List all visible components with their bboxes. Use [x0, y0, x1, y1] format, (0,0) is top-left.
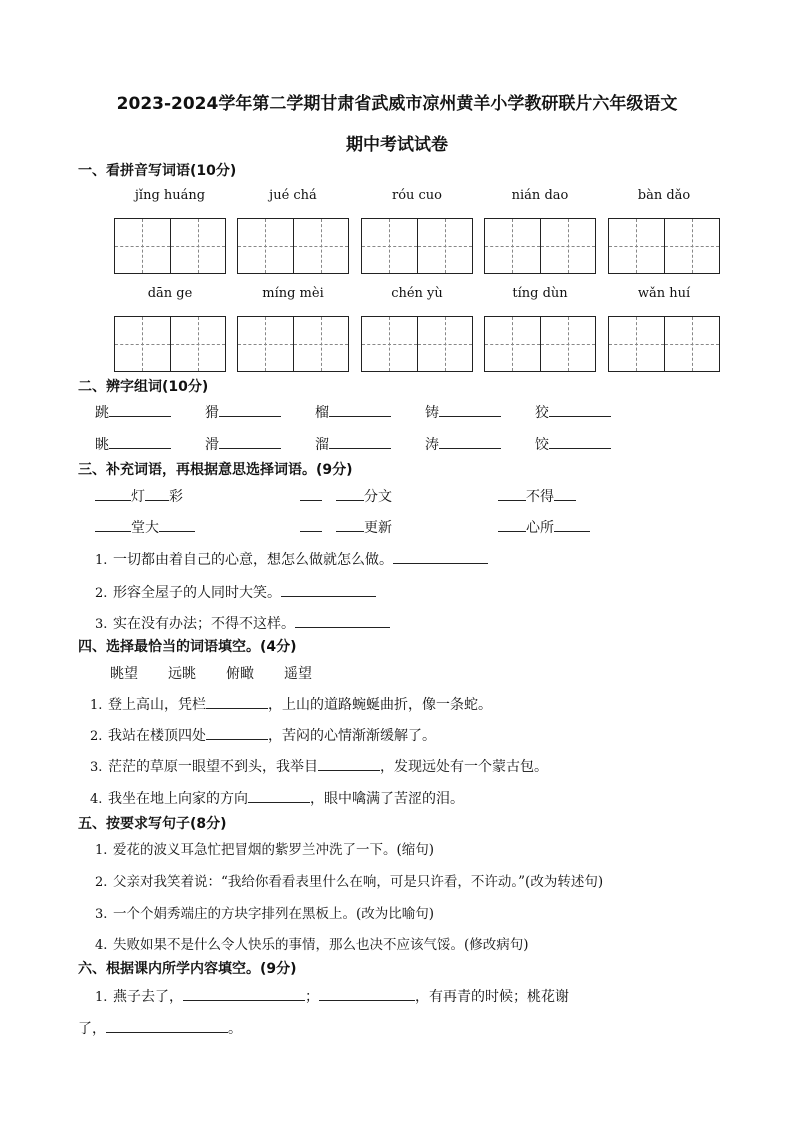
question-item: [90, 756, 548, 776]
answer-blank[interactable]: [281, 582, 376, 597]
question-text: 实在没有办法；不得不这样。: [113, 616, 295, 632]
answer-blank[interactable]: [336, 486, 364, 501]
pinyin-cell: [237, 284, 349, 372]
word-compose-item: [315, 402, 391, 422]
question-number: 2.: [95, 875, 108, 890]
question-text: 父亲对我笑着说：“我给你看看表里什么在响，可是只许看，不许动。”(改为转述句): [113, 874, 604, 890]
section-1-heading: 一、看拼音写词语(10分): [78, 163, 237, 179]
page-title-line2: 期中考试试卷: [346, 135, 448, 155]
pinyin-cell: [608, 284, 720, 372]
answer-blank[interactable]: [549, 402, 611, 417]
char: 溜: [315, 437, 329, 453]
answer-blank[interactable]: [393, 549, 488, 564]
answer-blank[interactable]: [295, 613, 390, 628]
answer-blank[interactable]: [439, 402, 501, 417]
question-text: 登上高山，凭栏: [108, 697, 206, 713]
question-text: ，苦闷的心情渐渐缓解了。: [268, 728, 436, 744]
char: 眺: [95, 437, 109, 453]
answer-blank[interactable]: [219, 402, 281, 417]
choice-word: 俯瞰: [226, 666, 254, 682]
answer-blank[interactable]: [554, 517, 590, 532]
answer-blank[interactable]: [329, 402, 391, 417]
answer-blank[interactable]: [318, 756, 380, 771]
question-number: 3.: [95, 907, 108, 922]
answer-blank[interactable]: [439, 434, 501, 449]
pinyin-cell: [237, 186, 349, 274]
idiom-item: [498, 517, 590, 537]
answer-blank[interactable]: [95, 517, 131, 532]
section-2-heading: 二、辨字组词(10分): [78, 379, 209, 395]
pinyin-cell: [114, 186, 226, 274]
char: 榴: [315, 405, 329, 421]
question-text: 我坐在地上向家的方向: [108, 791, 248, 807]
char: 跳: [95, 405, 109, 421]
question-item-continued: [78, 1018, 242, 1038]
section-6-heading: 六、根据课内所学内容填空。(9分): [78, 961, 297, 977]
answer-blank[interactable]: [106, 1018, 228, 1033]
char: 铸: [425, 405, 439, 421]
writing-box[interactable]: [361, 218, 473, 274]
question-text: 茫茫的草原一眼望不到头，我举目: [108, 759, 318, 775]
word-compose-item: [315, 434, 391, 454]
idiom-char: 分文: [364, 489, 392, 505]
writing-box[interactable]: [114, 316, 226, 372]
question-number: 1.: [90, 698, 103, 713]
question-text: ，眼中噙满了苦涩的泪。: [310, 791, 464, 807]
word-compose-item: [95, 434, 171, 454]
question-number: 1.: [95, 843, 108, 858]
writing-box[interactable]: [484, 218, 596, 274]
pinyin-text: róu cuo: [391, 188, 443, 203]
pinyin-text: chén yù: [391, 286, 443, 301]
answer-blank[interactable]: [300, 486, 322, 501]
pinyin-row-1: [0, 186, 794, 276]
pinyin-text: wǎn huí: [637, 286, 691, 301]
pinyin-cell: [484, 284, 596, 372]
answer-blank[interactable]: [109, 434, 171, 449]
word-compose-item: [535, 402, 611, 422]
idiom-char: 更新: [364, 520, 392, 536]
pinyin-text: jǐng huáng: [134, 188, 206, 203]
pinyin-text: dān ge: [147, 286, 193, 301]
answer-blank[interactable]: [549, 434, 611, 449]
question-number: 1.: [95, 990, 108, 1005]
pinyin-cell: [484, 186, 596, 274]
choice-word: 眺望: [110, 666, 138, 682]
word-compose-item: [205, 434, 281, 454]
question-item: [90, 694, 492, 714]
answer-blank[interactable]: [336, 517, 364, 532]
writing-box[interactable]: [484, 316, 596, 372]
word-compose-item: [205, 402, 281, 422]
answer-blank[interactable]: [498, 486, 526, 501]
answer-blank[interactable]: [145, 486, 169, 501]
question-text: 形容全屋子的人同时大笑。: [113, 585, 281, 601]
question-text: 燕子去了，: [113, 989, 183, 1005]
idiom-char: 堂大: [131, 520, 159, 536]
question-item: [90, 725, 436, 745]
char: 猾: [205, 405, 219, 421]
section-3-heading: 三、补充词语，再根据意思选择词语。(9分): [78, 462, 353, 478]
question-number: 1.: [95, 553, 108, 568]
question-number: 3.: [90, 760, 103, 775]
writing-box[interactable]: [114, 218, 226, 274]
pinyin-text: jué chá: [269, 188, 317, 203]
word-compose-item: [425, 434, 501, 454]
answer-blank[interactable]: [300, 517, 322, 532]
idiom-item: [300, 486, 392, 506]
question-item: [90, 788, 464, 808]
question-text: 一个个娟秀端庄的方块字排列在黑板上。(改为比喻句): [113, 906, 435, 922]
idiom-item: [498, 486, 576, 506]
choice-word: 遥望: [284, 666, 312, 682]
answer-blank[interactable]: [319, 986, 415, 1001]
question-item: [95, 870, 603, 890]
question-item: [95, 838, 434, 858]
question-item: [95, 582, 376, 602]
idiom-char: 不得: [526, 489, 554, 505]
idiom-char: 灯: [131, 489, 145, 505]
question-text: 。: [228, 1021, 242, 1037]
question-text: ，上山的道路蜿蜒曲折，像一条蛇。: [268, 697, 492, 713]
question-number: 2.: [95, 586, 108, 601]
answer-blank[interactable]: [206, 725, 268, 740]
answer-blank[interactable]: [95, 486, 131, 501]
writing-box[interactable]: [608, 218, 720, 274]
answer-blank[interactable]: [159, 517, 195, 532]
char: 狡: [535, 405, 549, 421]
pinyin-cell: [361, 186, 473, 274]
writing-box[interactable]: [361, 316, 473, 372]
question-item: [95, 933, 529, 953]
word-compose-item: [425, 402, 501, 422]
pinyin-cell: [114, 284, 226, 372]
answer-blank[interactable]: [109, 402, 171, 417]
idiom-item: [95, 486, 183, 506]
question-number: 4.: [95, 938, 108, 953]
char: 涛: [425, 437, 439, 453]
answer-blank[interactable]: [206, 694, 268, 709]
word-compose-item: [535, 434, 611, 454]
question-item: [95, 613, 390, 633]
pinyin-cell: [361, 284, 473, 372]
question-text: ，有再青的时候；桃花谢: [415, 989, 569, 1005]
question-text: 一切都由着自己的心意，想怎么做就怎么做。: [113, 552, 393, 568]
idiom-char: 彩: [169, 489, 183, 505]
question-text: 爱花的波义耳急忙把冒烟的紫罗兰冲洗了一下。(缩句): [113, 842, 435, 858]
question-text: 我站在楼顶四处: [108, 728, 206, 744]
question-number: 4.: [90, 792, 103, 807]
pinyin-text: míng mèi: [262, 286, 324, 301]
page-title-line1: 2023-2024学年第二学期甘肃省武威市凉州黄羊小学教研联片六年级语文: [116, 94, 678, 114]
section-4-heading: 四、选择最恰当的词语填空。(4分): [78, 639, 297, 655]
pinyin-text: bàn dǎo: [637, 188, 691, 203]
writing-box[interactable]: [608, 316, 720, 372]
choice-word: 远眺: [168, 666, 196, 682]
pinyin-cell: [608, 186, 720, 274]
char: 滑: [205, 437, 219, 453]
idiom-item: [95, 517, 195, 537]
pinyin-text: tíng dùn: [512, 286, 568, 301]
question-number: 3.: [95, 617, 108, 632]
section-5-heading: 五、按要求写句子(8分): [78, 816, 227, 832]
question-text: 失败如果不是什么令人快乐的事情，那么也决不应该气馁。(修改病句): [113, 937, 529, 953]
word-choices: [110, 663, 342, 683]
answer-blank[interactable]: [554, 486, 576, 501]
question-text: ，发现远处有一个蒙古包。: [380, 759, 548, 775]
answer-blank[interactable]: [498, 517, 526, 532]
answer-blank[interactable]: [329, 434, 391, 449]
question-text: ；: [305, 989, 319, 1005]
question-item: [95, 549, 488, 569]
question-item: [95, 902, 434, 922]
answer-blank[interactable]: [219, 434, 281, 449]
pinyin-row-2: [0, 284, 794, 374]
word-compose-item: [95, 402, 171, 422]
idiom-char: 心所: [526, 520, 554, 536]
idiom-item: [300, 517, 392, 537]
pinyin-text: nián dao: [511, 188, 569, 203]
answer-blank[interactable]: [183, 986, 305, 1001]
writing-box[interactable]: [237, 316, 349, 372]
char: 饺: [535, 437, 549, 453]
answer-blank[interactable]: [248, 788, 310, 803]
question-item: [95, 986, 569, 1006]
question-text: 了，: [78, 1021, 106, 1037]
question-number: 2.: [90, 729, 103, 744]
writing-box[interactable]: [237, 218, 349, 274]
